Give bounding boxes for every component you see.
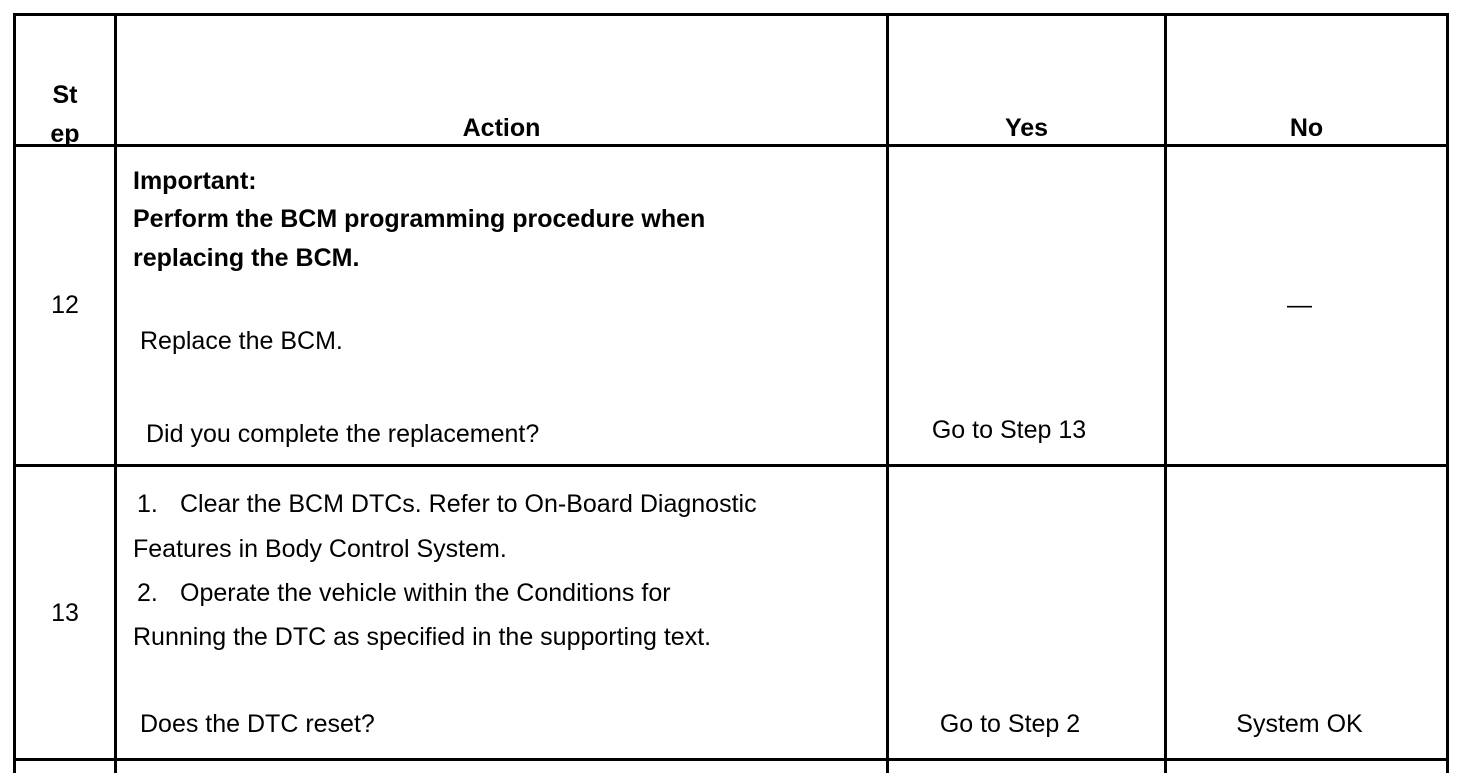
important-note-line1: Perform the BCM programming procedure when	[133, 205, 706, 233]
yes-result: Go to Step 13	[931, 416, 1087, 444]
table-border-top	[13, 13, 1449, 16]
yes-result: Go to Step 2	[939, 710, 1081, 738]
row-divider	[13, 464, 1449, 467]
question-text: Does the DTC reset?	[140, 710, 375, 738]
important-note-line2: replacing the BCM.	[133, 244, 360, 272]
no-result: —	[1287, 291, 1312, 319]
important-label: Important:	[133, 167, 257, 195]
row-step-number: 13	[51, 599, 79, 627]
list-item-continuation: Running the DTC as specified in the supporting text.	[133, 623, 712, 651]
header-no: No	[1289, 114, 1324, 142]
header-action: Action	[462, 114, 541, 142]
table-border-bottom	[13, 758, 1449, 761]
row-step-number: 12	[51, 291, 79, 319]
list-item-number: 1.	[137, 490, 158, 518]
list-item-number: 2.	[137, 579, 158, 607]
table-border-right	[1446, 13, 1449, 773]
list-item-continuation: Features in Body Control System.	[133, 535, 507, 563]
instruction-text: Replace the BCM.	[140, 327, 343, 355]
list-item-text: Operate the vehicle within the Conditions for	[180, 579, 671, 607]
question-text: Did you complete the replacement?	[146, 420, 540, 448]
list-item-text: Clear the BCM DTCs. Refer to On-Board Diagnostic	[180, 490, 757, 518]
header-step: St ep	[50, 81, 80, 148]
header-divider	[13, 144, 1449, 147]
diagnostic-table	[13, 13, 1449, 773]
no-result: System OK	[1236, 710, 1363, 738]
header-yes: Yes	[1004, 114, 1049, 142]
